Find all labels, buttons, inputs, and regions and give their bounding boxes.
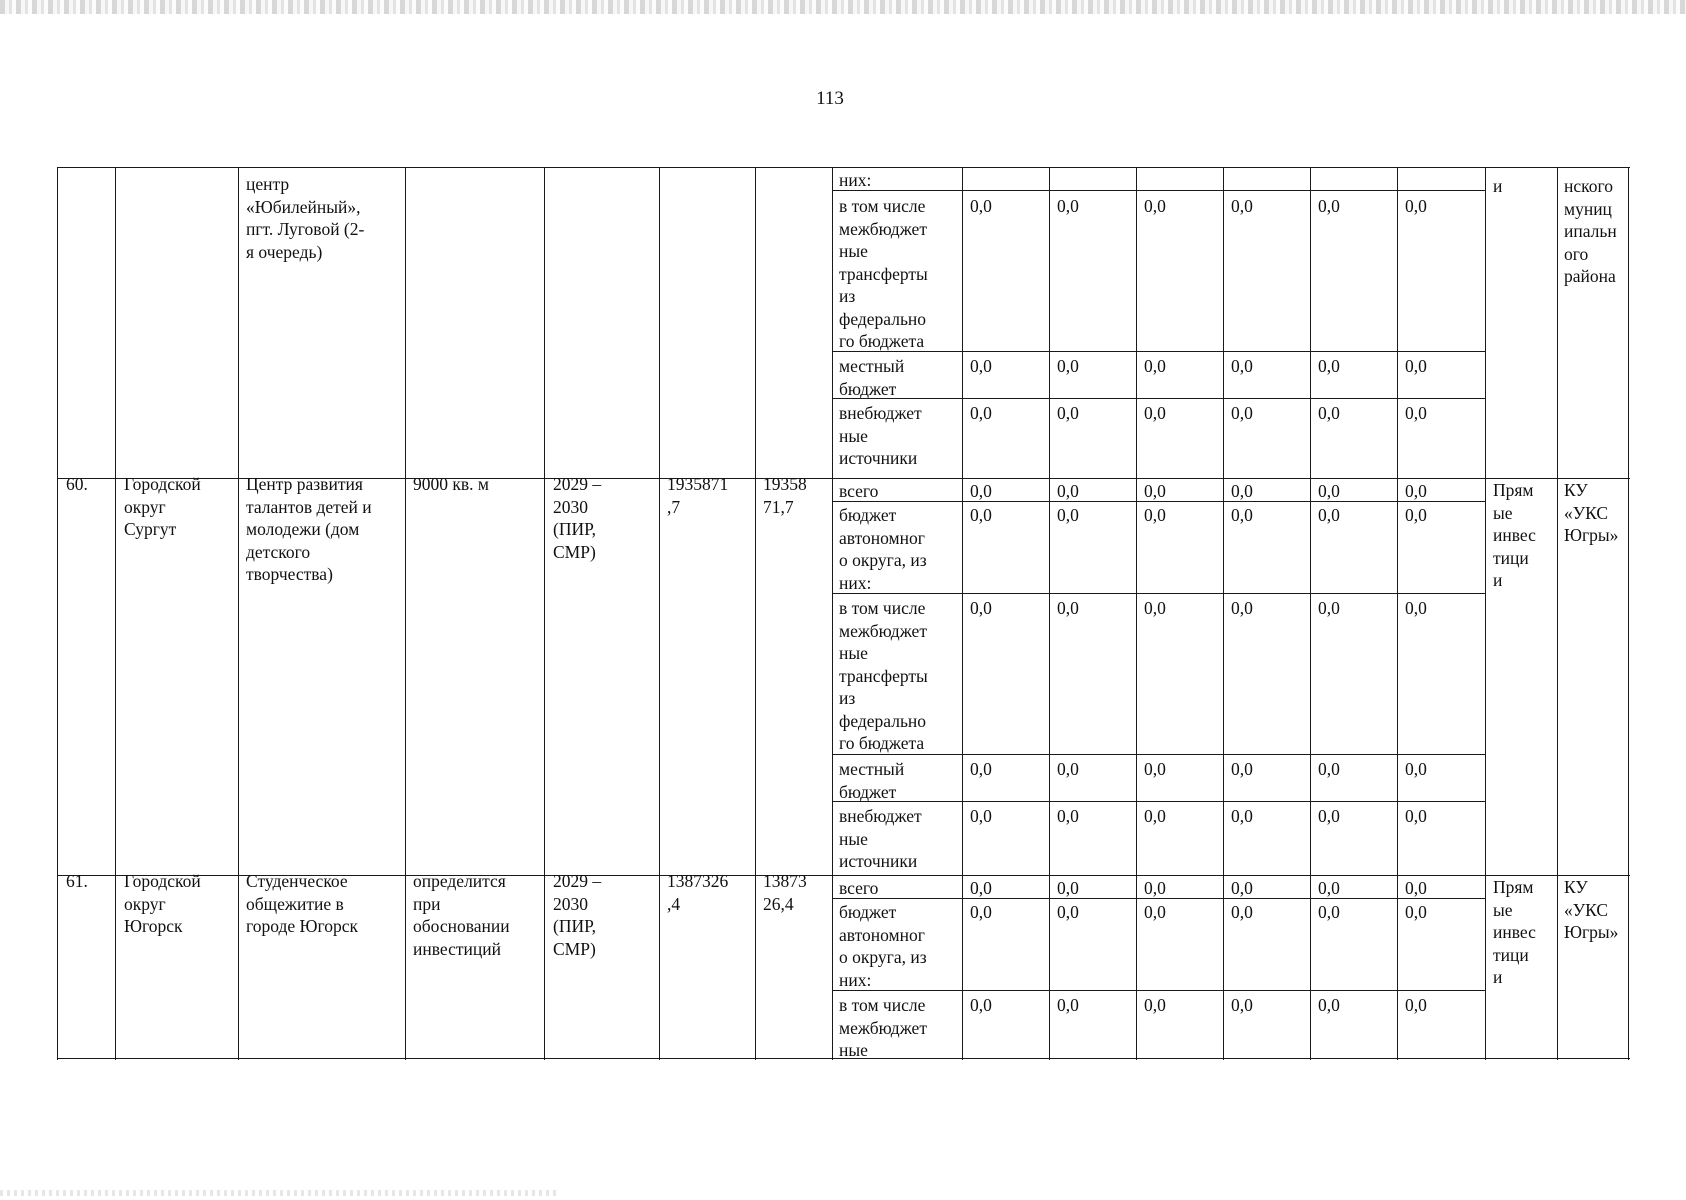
value-cell: 0,0	[1144, 902, 1166, 922]
value-cell: 0,0	[1144, 598, 1166, 618]
value-cell: 0,0	[1057, 598, 1079, 618]
capacity-cell: 9000 кв. м	[413, 474, 489, 494]
funding-label: бюджет автономног о округа, из них:	[839, 902, 927, 990]
col-rule	[962, 167, 963, 1060]
col-rule	[1485, 167, 1486, 1060]
funding-label: них:	[839, 170, 872, 190]
entry-number: 60.	[66, 474, 88, 494]
col-rule	[238, 167, 239, 1060]
col-rule	[1136, 167, 1137, 1060]
customer-cell: нского муниц ипальн ого района	[1564, 176, 1617, 286]
value-cell: 0,0	[970, 481, 992, 501]
scan-edge-top	[0, 0, 1686, 14]
value-cell: 0,0	[1231, 196, 1253, 216]
page-number: 113	[816, 88, 844, 109]
municipality-cell: Городской округ Югорск	[124, 871, 201, 936]
value-cell: 0,0	[1318, 759, 1340, 779]
value-cell: 0,0	[970, 196, 992, 216]
value-cell: 0,0	[1231, 505, 1253, 525]
value-cell: 0,0	[1318, 481, 1340, 501]
value-cell: 0,0	[970, 902, 992, 922]
value-cell: 0,0	[1318, 403, 1340, 423]
value-cell: 0,0	[1405, 995, 1427, 1015]
value-cell: 0,0	[1144, 356, 1166, 376]
value-cell: 0,0	[970, 356, 992, 376]
value-cell: 0,0	[1057, 902, 1079, 922]
value-cell: 0,0	[1144, 196, 1166, 216]
value-cell: 0,0	[970, 403, 992, 423]
capacity-cell: определится при обосновании инвестиций	[413, 871, 510, 959]
value-cell: 0,0	[1231, 759, 1253, 779]
funding-label: всего	[839, 481, 879, 501]
col-rule	[544, 167, 545, 1060]
value-cell: 0,0	[1318, 356, 1340, 376]
value-cell: 0,0	[1405, 403, 1427, 423]
scan-edge-bottom	[0, 1190, 560, 1196]
object-name-continued: центр «Юбилейный», пгт. Луговой (2- я очередь)	[246, 174, 365, 262]
value-cell: 0,0	[1057, 403, 1079, 423]
value-cell: 0,0	[1231, 806, 1253, 826]
value-cell: 0,0	[1405, 196, 1427, 216]
cost-remaining-cell: 13873 26,4	[763, 871, 807, 914]
value-cell: 0,0	[1231, 598, 1253, 618]
value-cell: 0,0	[970, 598, 992, 618]
cost-remaining-cell: 19358 71,7	[763, 474, 807, 517]
value-cell: 0,0	[970, 505, 992, 525]
customer-cell: КУ «УКС Югры»	[1564, 480, 1619, 545]
col-rule	[1310, 167, 1311, 1060]
value-cell: 0,0	[1405, 481, 1427, 501]
value-cell: 0,0	[1057, 878, 1079, 898]
value-cell: 0,0	[1318, 196, 1340, 216]
mechanism-cell: Прям ые инвес тици и	[1493, 877, 1536, 987]
value-cell: 0,0	[1231, 403, 1253, 423]
value-cell: 0,0	[1144, 505, 1166, 525]
value-cell: 0,0	[1318, 505, 1340, 525]
col-rule	[57, 167, 58, 1060]
value-cell: 0,0	[1144, 995, 1166, 1015]
col-rule	[1628, 167, 1629, 1060]
value-cell: 0,0	[1057, 995, 1079, 1015]
value-cell: 0,0	[1057, 481, 1079, 501]
col-rule	[659, 167, 660, 1060]
period-cell: 2029 – 2030 (ПИР, СМР)	[553, 474, 602, 562]
col-rule	[115, 167, 116, 1060]
value-cell: 0,0	[1144, 481, 1166, 501]
value-cell: 0,0	[970, 995, 992, 1015]
municipality-cell: Городской округ Сургут	[124, 474, 201, 539]
value-cell: 0,0	[1405, 759, 1427, 779]
value-cell: 0,0	[1057, 759, 1079, 779]
investment-table	[57, 167, 1630, 1060]
funding-label: всего	[839, 878, 879, 898]
cost-total-cell: 1935871 ,7	[667, 474, 729, 517]
value-cell: 0,0	[1057, 356, 1079, 376]
value-cell: 0,0	[1231, 481, 1253, 501]
value-cell: 0,0	[1144, 806, 1166, 826]
object-name-cell: Студенческое общежитие в городе Югорск	[246, 871, 359, 936]
col-rule	[405, 167, 406, 1060]
col-rule	[832, 167, 833, 1060]
funding-label: внебюджет ные источники	[839, 806, 922, 871]
value-cell: 0,0	[1144, 759, 1166, 779]
value-cell: 0,0	[1405, 356, 1427, 376]
funding-label: в том числе межбюджет ные трансферты из федерально го бюджета	[839, 598, 928, 753]
customer-cell: КУ «УКС Югры»	[1564, 877, 1619, 942]
mechanism-cell: и	[1493, 176, 1503, 196]
object-name-cell: Центр развития талантов детей и молодежи (дом детского творчества)	[246, 474, 372, 584]
value-cell: 0,0	[970, 878, 992, 898]
col-rule	[1397, 167, 1398, 1060]
value-cell: 0,0	[970, 806, 992, 826]
value-cell: 0,0	[1405, 505, 1427, 525]
col-rule	[755, 167, 756, 1060]
funding-label: в том числе межбюджет ные	[839, 995, 927, 1060]
value-cell: 0,0	[1231, 902, 1253, 922]
cost-total-cell: 1387326 ,4	[667, 871, 729, 914]
value-cell: 0,0	[1318, 902, 1340, 922]
funding-label: местный бюджет	[839, 759, 905, 802]
mechanism-cell: Прям ые инвес тици и	[1493, 480, 1536, 590]
table-top-border	[57, 167, 1630, 168]
value-cell: 0,0	[1318, 598, 1340, 618]
value-cell: 0,0	[1405, 902, 1427, 922]
value-cell: 0,0	[1405, 598, 1427, 618]
col-rule	[1049, 167, 1050, 1060]
funding-label: внебюджет ные источники	[839, 403, 922, 468]
entry-number: 61.	[66, 871, 88, 891]
value-cell: 0,0	[1318, 806, 1340, 826]
col-rule	[1223, 167, 1224, 1060]
value-cell: 0,0	[1318, 995, 1340, 1015]
value-cell: 0,0	[1405, 878, 1427, 898]
value-cell: 0,0	[1405, 806, 1427, 826]
value-cell: 0,0	[1144, 878, 1166, 898]
value-cell: 0,0	[1057, 196, 1079, 216]
value-cell: 0,0	[1231, 995, 1253, 1015]
value-cell: 0,0	[1057, 505, 1079, 525]
value-cell: 0,0	[1318, 878, 1340, 898]
funding-label: местный бюджет	[839, 356, 905, 399]
value-cell: 0,0	[1231, 878, 1253, 898]
value-cell: 0,0	[1057, 806, 1079, 826]
value-cell: 0,0	[1144, 403, 1166, 423]
funding-label: бюджет автономног о округа, из них:	[839, 505, 927, 593]
value-cell: 0,0	[1231, 356, 1253, 376]
col-rule	[1557, 167, 1558, 1060]
period-cell: 2029 – 2030 (ПИР, СМР)	[553, 871, 602, 959]
value-cell: 0,0	[970, 759, 992, 779]
funding-label: в том числе межбюджет ные трансферты из федерально го бюджета	[839, 196, 928, 351]
